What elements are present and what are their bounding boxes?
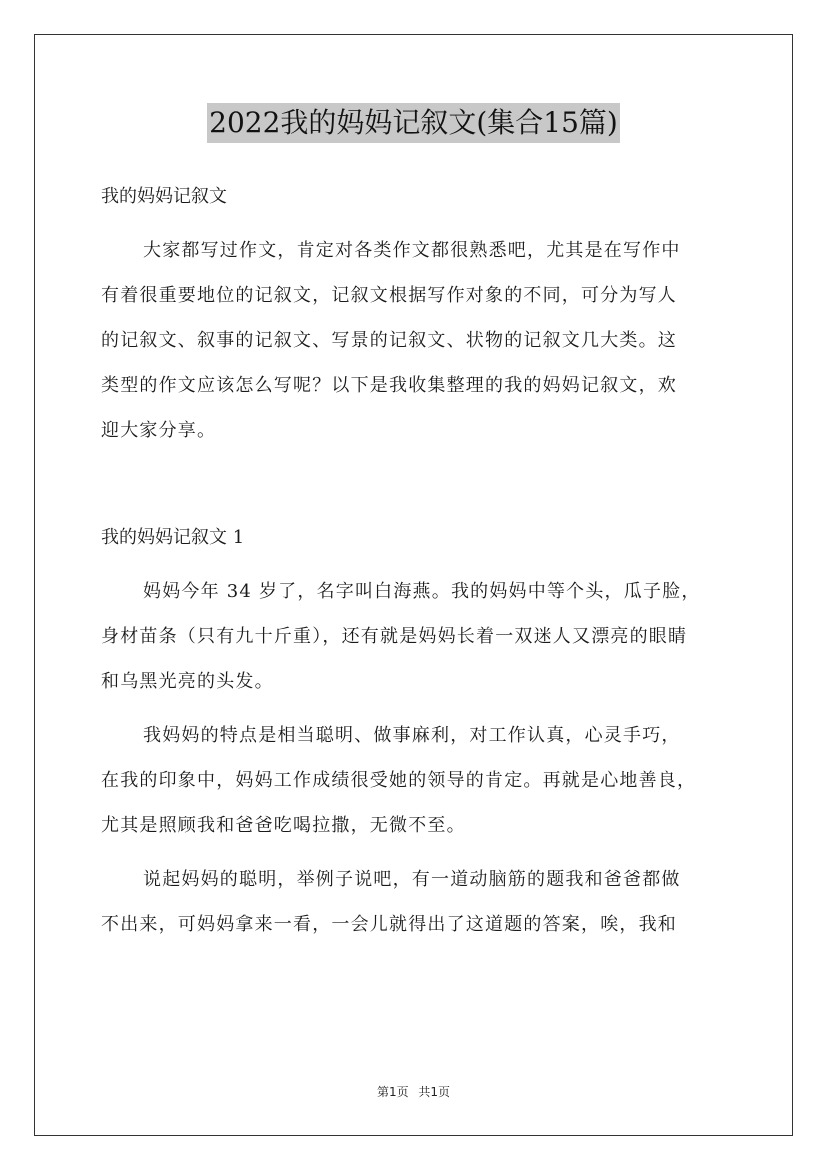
intro-heading: 我的妈妈记叙文 [101, 186, 227, 207]
text-line: 大家都写过作文，肯定对各类作文都很熟悉吧，尤其是在写作中 [143, 240, 681, 261]
text-line: 迎大家分享。 [101, 420, 217, 441]
essay-paragraph-2 [101, 713, 728, 848]
text-line: 有着很重要地位的记叙文，记叙文根据写作对象的不同，可分为写人 [101, 285, 677, 306]
page-number: 第1页 [376, 1085, 409, 1099]
text-line: 的记叙文、叙事的记叙文、写景的记叙文、状物的记叙文几大类。这 [101, 330, 677, 351]
intro-paragraph [101, 228, 728, 453]
page-footer [0, 1083, 827, 1100]
text-line: 类型的作文应该怎么写呢？以下是我收集整理的我的妈妈记叙文，欢 [101, 375, 677, 396]
essay-paragraph-3 [101, 857, 728, 947]
text-line: 尤其是照顾我和爸爸吃喝拉撒，无微不至。 [101, 815, 466, 836]
text-line: 我妈妈的特点是相当聪明、做事麻利，对工作认真，心灵手巧， [143, 725, 681, 746]
essay-heading: 我的妈妈记叙文 1 [101, 527, 245, 548]
text-line: 和乌黑光亮的头发。 [101, 671, 274, 692]
title-block [0, 103, 827, 143]
page-total: 共1页 [418, 1085, 451, 1099]
essay-paragraph-1 [101, 569, 728, 704]
text-line: 不出来，可妈妈拿来一看，一会儿就得出了这道题的答案，唉，我和 [101, 914, 677, 935]
document-body [101, 174, 728, 947]
text-line: 妈妈今年 34 岁了，名字叫白海燕。我的妈妈中等个头，瓜子脸， [143, 581, 701, 602]
text-line: 身材苗条（只有九十斤重），还有就是妈妈长着一双迷人又漂亮的眼睛 [101, 626, 688, 647]
text-line: 在我的印象中，妈妈工作成绩很受她的领导的肯定。再就是心地善良， [101, 770, 697, 791]
text-line: 说起妈妈的聪明，举例子说吧，有一道动脑筋的题我和爸爸都做 [143, 869, 681, 890]
document-title: 2022我的妈妈记叙文(集合15篇) [207, 103, 620, 143]
